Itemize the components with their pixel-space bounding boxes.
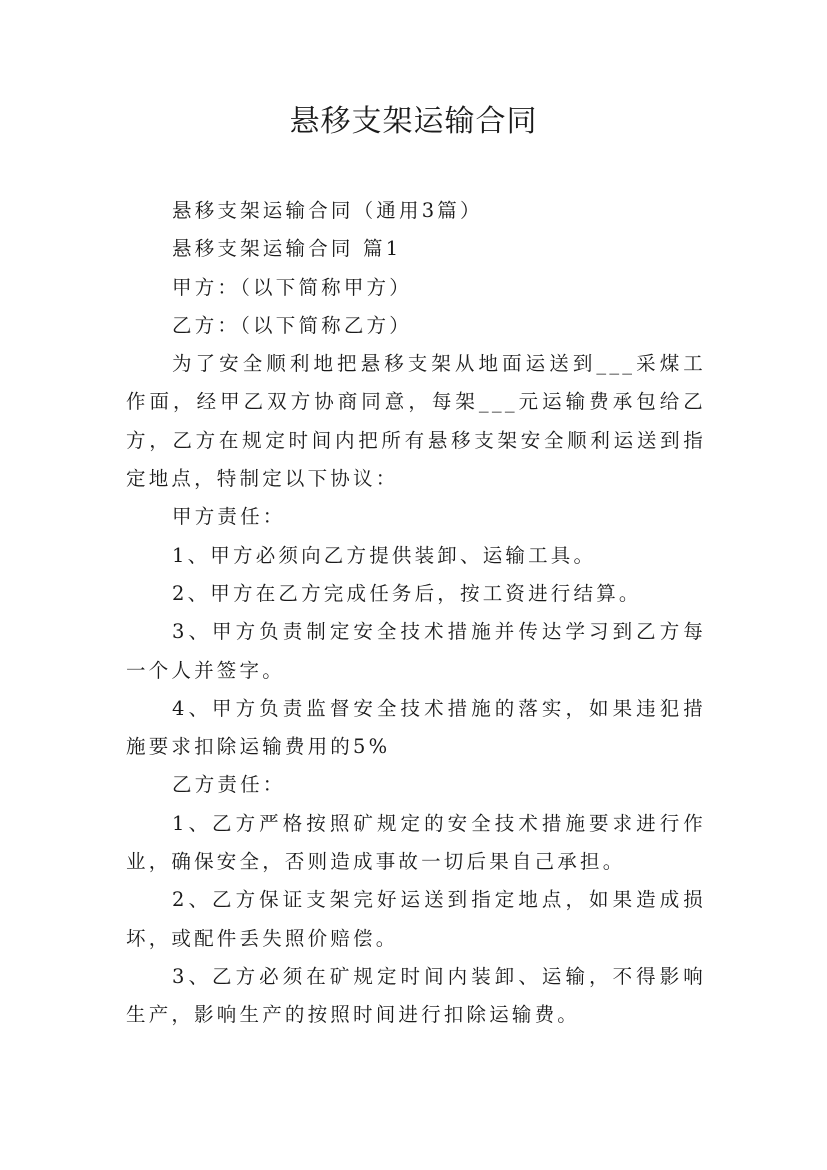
paragraph-party-b: 乙方：（以下简称乙方） [172,313,412,337]
paragraph-party-b-duties-heading: 乙方责任： [172,773,286,797]
paragraph-section-heading: 悬移支架运输合同 篇1 [172,237,402,261]
paragraph-party-b-duty-2: 2、乙方保证支架完好运送到指定地点，如果造成损坏，或配件丢失照价赔偿。 [126,888,706,950]
paragraph-party-b-duty-1: 1、乙方严格按照矿规定的安全技术措施要求进行作业，确保安全，否则造成事故一切后果自己承担。 [126,811,706,874]
paragraph-party-a-duty-2: 2、甲方在乙方完成任务后，按工资进行结算。 [172,581,642,605]
paragraph-subtitle: 悬移支架运输合同（通用3篇） [172,199,483,222]
paragraph-party-a: 甲方：（以下简称甲方） [172,275,412,299]
paragraph-party-a-duties-heading: 甲方责任： [172,505,286,529]
paragraph-party-a-duty-1: 1、甲方必须向乙方提供装卸、运输工具。 [172,543,597,567]
document-body [126,192,706,1035]
paragraph-party-b-duty-3: 3、乙方必须在矿规定时间内装卸、运输，不得影响生产，影响生产的按照时间进行扣除运输费。 [126,964,706,1027]
paragraph-preamble: 为了安全顺利地把悬移支架从地面运送到___采煤工作面，经甲乙双方协商同意，每架___元运输费承包给乙方，乙方在规定时间内把所有悬移支架安全顺利运送到指定地点，特制定以下协议： [126,352,706,491]
paragraph-party-a-duty-4: 4、甲方负责监督安全技术措施的落实，如果违犯措施要求扣除运输费用的5% [126,696,706,759]
document-title: 悬移支架运输合同 [289,104,538,139]
paragraph-party-a-duty-3: 3、甲方负责制定安全技术措施并传达学习到乙方每一个人并签字。 [126,620,706,682]
